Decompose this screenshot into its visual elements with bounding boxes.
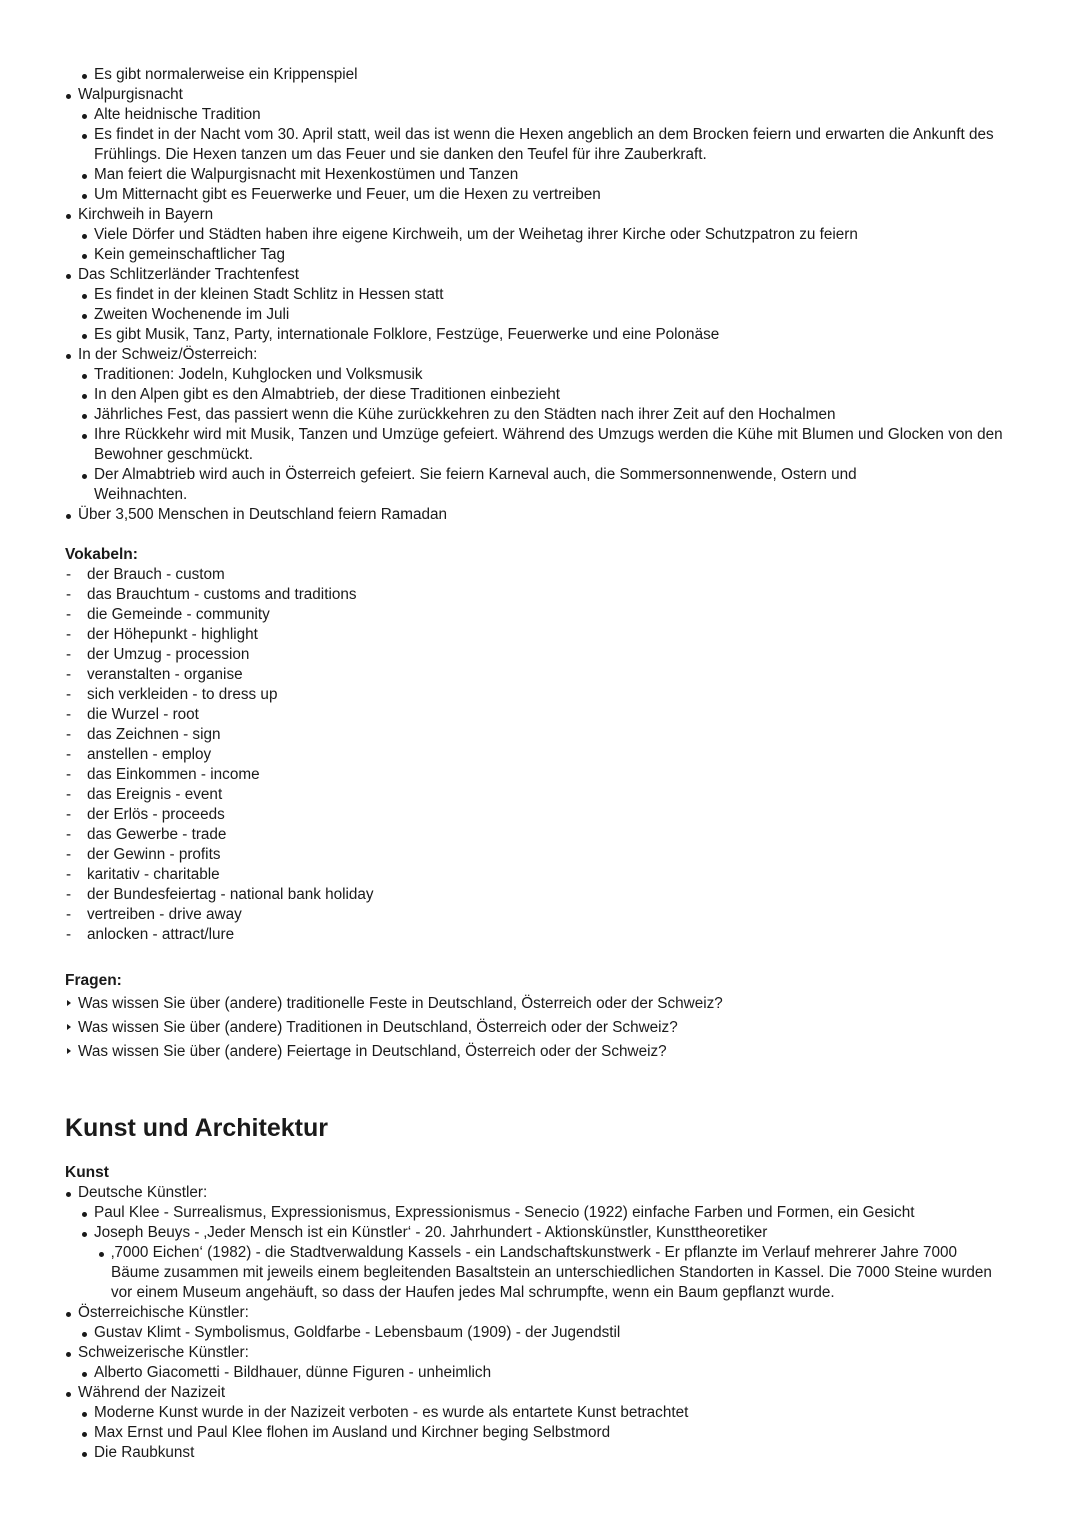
question-item: Was wissen Sie über (andere) traditionelle Feste in Deutschland, Österreich oder der Schweiz?	[78, 995, 723, 1012]
bullet-icon	[82, 1452, 87, 1457]
vocab-item: das Zeichnen - sign	[87, 726, 221, 743]
triangle-bullet-icon	[67, 1024, 71, 1030]
list-item: Joseph Beuys - ‚Jeder Mensch ist ein Künstler‘ - 20. Jahrhundert - Aktionskünstler, Kunsttheoretiker	[94, 1224, 768, 1241]
bullet-icon	[66, 1192, 71, 1197]
list-item: Das Schlitzerländer Trachtenfest	[78, 266, 300, 283]
vocab-heading: Vokabeln:	[65, 546, 138, 563]
dash-icon: -	[66, 726, 72, 743]
vocab-item: der Umzug - procession	[87, 646, 250, 663]
dash-icon: -	[66, 646, 72, 663]
bullet-icon	[66, 94, 71, 99]
list-item: Es findet in der Nacht vom 30. April statt, weil das ist wenn die Hexen angeblich an dem Brocken feiern und erwarten die Ankunft des Frühlings. Die Hexen tanzen um das Feuer und sie danken den Teufel für ihre Zauberkraft.	[94, 126, 994, 163]
kunst-heading: Kunst	[65, 1164, 109, 1181]
dash-icon: -	[66, 706, 72, 723]
vocab-item: veranstalten - organise	[87, 666, 243, 683]
bullet-icon	[66, 354, 71, 359]
list-item: Kirchweih in Bayern	[78, 206, 214, 223]
dash-icon: -	[66, 886, 72, 903]
list-item: Es findet in der kleinen Stadt Schlitz in Hessen statt	[94, 286, 444, 303]
list-item: Ihre Rückkehr wird mit Musik, Tanzen und Umzüge gefeiert. Während des Umzugs werden die Kühe mit Blumen und Glocken von den Bewohner geschmückt.	[94, 426, 1003, 463]
vocab-item: das Einkommen - income	[87, 766, 260, 783]
bullet-icon	[82, 1412, 87, 1417]
bullet-icon	[66, 1352, 71, 1357]
bullet-icon	[66, 1312, 71, 1317]
list-item: Über 3,500 Menschen in Deutschland feiern Ramadan	[78, 506, 448, 523]
dash-icon: -	[66, 906, 72, 923]
questions-heading: Fragen:	[65, 972, 122, 989]
list-item: In den Alpen gibt es den Almabtrieb, der diese Traditionen einbezieht	[94, 386, 561, 403]
bullet-icon	[82, 334, 87, 339]
list-item: Schweizerische Künstler:	[78, 1344, 249, 1361]
bullet-icon	[82, 434, 87, 439]
bullet-icon	[82, 314, 87, 319]
list-item: Max Ernst und Paul Klee flohen im Ausland und Kirchner beging Selbstmord	[94, 1424, 611, 1441]
vocab-item: der Erlös - proceeds	[87, 806, 225, 823]
bullet-icon	[82, 174, 87, 179]
dash-icon: -	[66, 666, 72, 683]
dash-icon: -	[66, 846, 72, 863]
list-item: Österreichische Künstler:	[78, 1304, 249, 1321]
bullet-icon	[82, 1432, 87, 1437]
bullet-icon	[82, 194, 87, 199]
bullet-icon	[82, 414, 87, 419]
bullet-icon	[66, 514, 71, 519]
list-item: Traditionen: Jodeln, Kuhglocken und Volksmusik	[94, 366, 423, 383]
vocab-item: der Höhepunkt - highlight	[87, 626, 258, 643]
list-item: Alberto Giacometti - Bildhauer, dünne Figuren - unheimlich	[94, 1364, 492, 1381]
bullet-icon	[82, 294, 87, 299]
vocab-item: anlocken - attract/lure	[87, 926, 235, 943]
bullet-icon	[82, 474, 87, 479]
bullet-icon	[99, 1252, 104, 1257]
question-item: Was wissen Sie über (andere) Traditionen in Deutschland, Österreich oder der Schweiz?	[78, 1019, 678, 1036]
dash-icon: -	[66, 626, 72, 643]
list-item: Man feiert die Walpurgisnacht mit Hexenkostümen und Tanzen	[94, 166, 519, 183]
dash-icon: -	[66, 786, 72, 803]
vocab-item: das Gewerbe - trade	[87, 826, 227, 843]
dash-icon: -	[66, 866, 72, 883]
triangle-bullet-icon	[67, 1000, 71, 1006]
dash-icon: -	[66, 566, 72, 583]
question-item: Was wissen Sie über (andere) Feiertage in Deutschland, Österreich oder der Schweiz?	[78, 1043, 667, 1060]
bullet-icon	[82, 374, 87, 379]
list-item: ‚7000 Eichen‘ (1982) - die Stadtverwaldung Kassels - ein Landschaftskunstwerk - Er pflanzte im Verlauf mehrerer Jahre 7000 Bäume zusammen mit jeweils einem begleitenden Basaltstein an unterschiedlichen Standorten in Kassel. Die 7000 Steine wurden vor einem Museum angehäuft, so dass der Haufen jedes Mal schrumpfte, wenn ein Baum gepflanzt wurde.	[111, 1244, 992, 1301]
list-item: Um Mitternacht gibt es Feuerwerke und Feuer, um die Hexen zu vertreiben	[94, 186, 601, 203]
list-item: Walpurgisnacht	[78, 86, 183, 103]
list-item: Zweiten Wochenende im Juli	[94, 306, 290, 323]
vocab-item: der Brauch - custom	[87, 566, 225, 583]
list-item: Es gibt Musik, Tanz, Party, internationale Folklore, Festzüge, Feuerwerke und eine Polonäse	[94, 326, 720, 343]
dash-icon: -	[66, 606, 72, 623]
list-item: Alte heidnische Tradition	[94, 106, 261, 123]
list-item: Während der Nazizeit	[78, 1384, 226, 1401]
vocab-item: karitativ - charitable	[87, 866, 220, 883]
vocab-item: die Wurzel - root	[87, 706, 199, 723]
vocab-item: sich verkleiden - to dress up	[87, 686, 278, 703]
list-item: Moderne Kunst wurde in der Nazizeit verboten - es wurde als entartete Kunst betrachtet	[94, 1404, 689, 1421]
bullet-icon	[82, 114, 87, 119]
bullet-icon	[66, 274, 71, 279]
list-item: Viele Dörfer und Städten haben ihre eigene Kirchweih, um der Weihetag ihrer Kirche oder Schutzpatron zu feiern	[94, 226, 858, 243]
bullet-icon	[66, 214, 71, 219]
vocab-item: das Brauchtum - customs and traditions	[87, 586, 357, 603]
list-item: Es gibt normalerweise ein Krippenspiel	[94, 66, 358, 83]
list-item: Die Raubkunst	[94, 1444, 195, 1461]
bullet-icon	[82, 254, 87, 259]
list-item: Jährliches Fest, das passiert wenn die Kühe zurückkehren zu den Städten nach ihrer Zeit auf den Hochalmen	[94, 406, 836, 423]
section-title: Kunst und Architektur	[65, 1114, 328, 1142]
list-item: Der Almabtrieb wird auch in Österreich gefeiert. Sie feiern Karneval auch, die Sommersonnenwende, Ostern und Weihnachten.	[94, 466, 857, 503]
list-item: Kein gemeinschaftlicher Tag	[94, 246, 286, 263]
vocab-item: der Bundesfeiertag - national bank holiday	[87, 886, 374, 903]
bullet-icon	[82, 1372, 87, 1377]
vocab-item: das Ereignis - event	[87, 786, 223, 803]
vocab-item: die Gemeinde - community	[87, 606, 270, 623]
bullet-icon	[82, 134, 87, 139]
vocab-item: anstellen - employ	[87, 746, 212, 763]
list-item: In der Schweiz/Österreich:	[78, 346, 258, 363]
bullet-icon	[82, 234, 87, 239]
list-item: Gustav Klimt - Symbolismus, Goldfarbe - Lebensbaum (1909) - der Jugendstil	[94, 1324, 621, 1341]
bullet-icon	[82, 1332, 87, 1337]
bullet-icon	[66, 1392, 71, 1397]
vocab-item: vertreiben - drive away	[87, 906, 242, 923]
triangle-bullet-icon	[67, 1048, 71, 1054]
dash-icon: -	[66, 926, 72, 943]
dash-icon: -	[66, 826, 72, 843]
dash-icon: -	[66, 686, 72, 703]
bullet-icon	[82, 394, 87, 399]
dash-icon: -	[66, 766, 72, 783]
list-item: Paul Klee - Surrealismus, Expressionismus, Expressionismus - Senecio (1922) einfache Farben und Formen, ein Gesicht	[94, 1204, 915, 1221]
list-item: Deutsche Künstler:	[78, 1184, 208, 1201]
vocab-item: der Gewinn - profits	[87, 846, 221, 863]
bullet-icon	[82, 1232, 87, 1237]
bullet-icon	[82, 74, 87, 79]
dash-icon: -	[66, 806, 72, 823]
dash-icon: -	[66, 746, 72, 763]
bullet-icon	[82, 1212, 87, 1217]
dash-icon: -	[66, 586, 72, 603]
